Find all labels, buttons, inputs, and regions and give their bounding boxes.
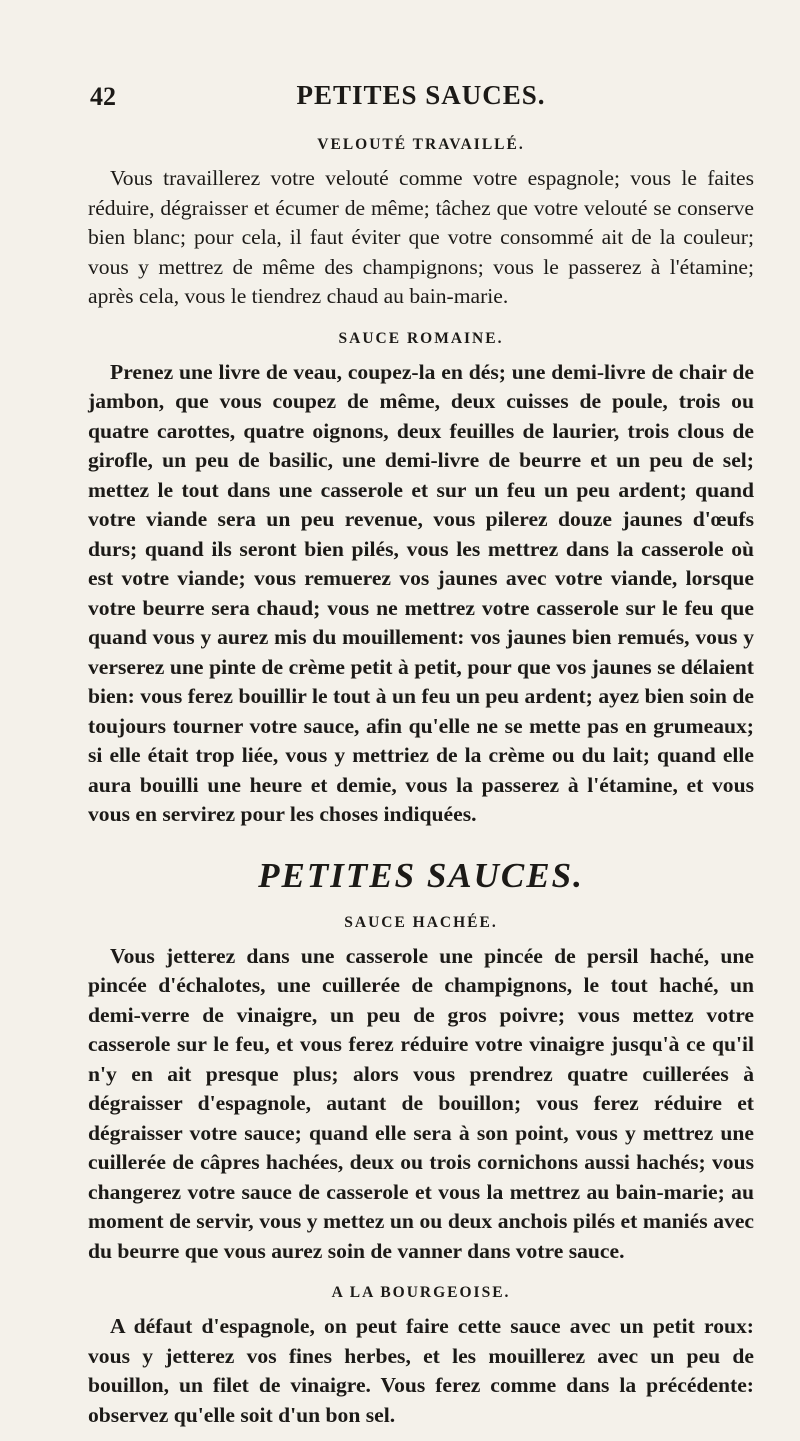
section-title-romaine: SAUCE ROMAINE. xyxy=(338,329,504,347)
paragraph-veloute: Vous travaillerez votre velouté comme votre espagnole; vous le faites réduire, dégraisser et écumer de même; tâchez que votre velouté se conserve bien blanc; pour cela, il faut éviter que votre consommé ait de la couleur; vous y mettrez de même des champignons; vous le passerez à l'étamine; après cela, vous le tiendrez chaud au bain-marie. xyxy=(88,166,754,308)
section-title-hachee: SAUCE HACHÉE. xyxy=(344,913,498,931)
running-title: PETITES SAUCES. xyxy=(296,80,546,110)
paragraph-hachee: Vous jetterez dans une casserole une pincée de persil haché, une pincée d'échalotes, une cuillerée de champignons, le tout haché, un demi-verre de vinaigre, un peu de gros poivre; vous mettez votre casserole sur le feu, et vous ferez réduire votre vinaigre jusqu'à ce qu'il n'y en ait presque plus; alors vous prendrez quatre cuillerées à dégraisser d'espagnole, autant de bouillon; vous ferez réduire et dégraisser votre sauce; quand elle sera à son point, vous y mettrez une cuillerée de câpres hachées, deux ou trois cornichons aussi hachés; vous changerez votre sauce de casserole et vous la mettrez au bain-marie; au moment de servir, vous y mettez un ou deux anchois pilés et maniés avec du beurre que vous aurez soin de vanner dans votre sauce. xyxy=(88,943,754,1263)
section-title-bourgeoise: A LA BOURGEOISE. xyxy=(331,1284,511,1301)
running-head xyxy=(88,78,754,118)
chapter-title: PETITES SAUCES. xyxy=(258,855,584,895)
paragraph-romaine: Prenez une livre de veau, coupez-la en dés; une demi-livre de chair de jambon, que vous coupez de même, deux cuisses de poule, trois ou quatre carottes, quatre oignons, deux feuilles de laurier, trois clous de girofle, un peu de basilic, une demi-livre de beurre et un peu de sel; mettez le tout dans une casserole et sur un feu un peu ardent; quand votre viande sera un peu revenue, vous pilerez douze jaunes d'œufs durs; quand ils seront bien pilés, vous les mettrez dans la casserole où est votre viande; vous remuerez vos jaunes avec votre viande, lorsque votre beurre sera chaud; vous ne mettrez votre casserole sur le feu que quand vous y aurez mis du mouillement: vos jaunes bien remués, vous y verserez une pinte de crème petit à petit, pour que vos jaunes se délaient bien: vous ferez bouillir le tout à un feu un peu ardent; ayez bien soin de toujours tourner votre sauce, afin qu'elle ne se mette pas en grumeaux; si elle était trop liée, vous y mettriez de la crème ou du lait; quand elle aura bouilli une heure et demie, vous la passerez à l'étamine, et vous vous en servirez pour les choses indiquées. xyxy=(88,359,754,826)
section-title-veloute: VELOUTÉ TRAVAILLÉ. xyxy=(317,136,525,153)
page-number: 42 xyxy=(90,82,116,111)
paragraph-bourgeoise: A défaut d'espagnole, on peut faire cette sauce avec un petit roux: vous y jetterez vos fines herbes, et les mouillerez avec un peu de bouillon, un filet de vinaigre. Vous ferez comme dans la précédente: observez qu'elle soit d'un bon sel. xyxy=(88,1314,754,1427)
